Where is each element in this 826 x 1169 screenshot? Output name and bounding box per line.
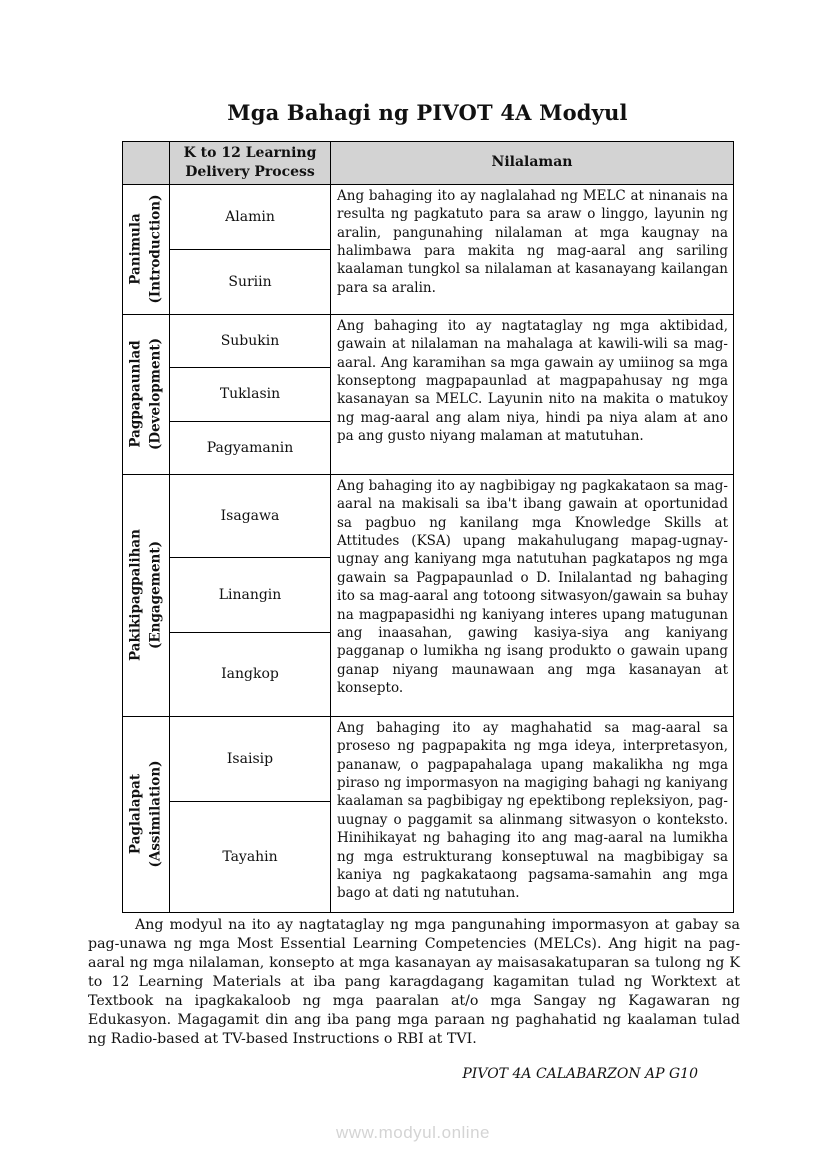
- stage-cell-pakikipagpalihan: [123, 474, 170, 716]
- closing-paragraph: Ang modyul na ito ay nagtataglay ng mga pangunahing impormasyon at gabay sa pag-unawa ng mga Most Essential Learning Competencies (MELCs). Ang higit na pag-aaral ng mga nilalaman, konsepto at mga kasanayan ay maisasakatuparan sa tulong ng K to 12 Learning Materials at iba pang karagdagang kagamitan tulad ng Worktext at Textbook na ipagkakaloob ng mga paaralan at/o mga Sangay ng Kagawaran ng Edukasyon. Magagamit din ang iba pang mga paraan ng paghahatid ng kaalaman tulad ng Radio-based at TV-based Instructions o RBI at TVI.: [88, 917, 740, 1047]
- stage-subtitle: (Engagement): [147, 541, 163, 650]
- section-pagpapaunlad: [123, 314, 734, 474]
- header-process: K to 12 Learning Delivery Process: [170, 142, 331, 185]
- stage-name: Pakikipagpalihan: [127, 529, 144, 662]
- table-row: [123, 184, 734, 249]
- content-paglalapat: Ang bahaging ito ay maghahatid sa mag-aaral sa proseso ng pagpapakita ng mga ideya, interpretasyon, pananaw, o pagpapahalaga upang makalikha ng mga piraso ng impormasyon na magiging bahagi ng kaniyang kaalaman sa pagbibigay ng epektibong repleksiyon, pag-uugnay o paggamit sa alinmang sitwasyon o konteksto. Hinihikayat ng bahaging ito ang mag-aaral na lumikha ng mga estrukturang konseptuwal na magbibigay sa kaniya ng pagkakataong pagsama-samahin ang mga bago at dati ng natutuhan.: [331, 716, 734, 912]
- stage-cell-paglalapat: [123, 716, 170, 912]
- stage-cell-pagpapaunlad: [123, 314, 170, 474]
- watermark-text: www.modyul.online: [335, 1123, 490, 1142]
- table-row: [123, 314, 734, 367]
- process-tayahin: Tayahin: [170, 801, 331, 912]
- table-row: [123, 474, 734, 557]
- stage-name: Panimula: [127, 213, 144, 286]
- section-pakikipagpalihan: [123, 474, 734, 716]
- stage-label: [126, 761, 165, 868]
- content-pagpapaunlad: Ang bahaging ito ay nagtataglay ng mga aktibidad, gawain at nilalaman na mahalaga at kawili-wili sa mag-aaral. Ang karamihan sa mga gawain ay umiinog sa mga konseptong magpapaunlad at magpapahusay ng mga kasanayan sa MELC. Layunin nito na makita o matukoy ng mag-aaral ang alam niya, hindi pa niya alam at ano pa ang gusto niyang malaman at matutuhan.: [331, 314, 734, 474]
- table-header: [123, 142, 734, 185]
- process-tuklasin: Tuklasin: [170, 367, 331, 421]
- process-linangin: Linangin: [170, 557, 331, 632]
- stage-subtitle: (Development): [147, 338, 163, 451]
- stage-cell-panimula: [123, 184, 170, 314]
- header-stage-empty: [123, 142, 170, 185]
- stage-label: [126, 338, 165, 450]
- stage-name: Paglalapat: [127, 774, 144, 855]
- process-isagawa: Isagawa: [170, 474, 331, 557]
- stage-label: [126, 195, 165, 304]
- table-row: [123, 716, 734, 801]
- content-panimula: Ang bahaging ito ay naglalahad ng MELC at ninanais na resulta ng pagkatuto para sa araw o linggo, layunin ng aralin, pangunahing nilalaman at mga kaugnay na halimbawa para makita ng mag-aaral ang sariling kaalaman tungkol sa nilalaman at kasanayang kailangan para sa aralin.: [331, 184, 734, 314]
- header-nilalaman: Nilalaman: [331, 142, 734, 185]
- process-subukin: Subukin: [170, 314, 331, 367]
- process-alamin: Alamin: [170, 184, 331, 249]
- process-iangkop: Iangkop: [170, 632, 331, 716]
- stage-subtitle: (Assimilation): [147, 760, 163, 868]
- stage-label: [126, 529, 165, 661]
- process-isaisip: Isaisip: [170, 716, 331, 801]
- process-suriin: Suriin: [170, 249, 331, 314]
- section-panimula: [123, 184, 734, 314]
- stage-name: Pagpapaunlad: [127, 340, 144, 448]
- document-footer-label: PIVOT 4A CALABARZON AP G10: [462, 1066, 698, 1082]
- stage-subtitle: (Introduction): [147, 194, 163, 304]
- pivot-parts-table: [122, 141, 734, 913]
- process-pagyamanin: Pagyamanin: [170, 421, 331, 474]
- page-title: Mga Bahagi ng PIVOT 4A Modyul: [227, 100, 628, 125]
- content-pakikipagpalihan: Ang bahaging ito ay nagbibigay ng pagkakataon sa mag-aaral na makisali sa iba't ibang gawain at oportunidad sa pagbuo ng kanilang mga Knowledge Skills at Attitudes (KSA) upang makahulugang mapag-ugnay-ugnay ang kaniyang mga natutuhan pagkatapos ng mga gawain sa Pagpapaunlad o D. Inilalantad ng bahaging ito sa mag-aaral ang totoong sitwasyon/gawain sa buhay na magpapasidhi ng kaniyang interes upang matugunan ang inaasahan, gawing kasiya-siya ang kaniyang pagganap o lumikha ng isang produkto o gawain upang ganap niyang maunawaan ang mga kasanayan at konsepto.: [331, 474, 734, 716]
- section-paglalapat: [123, 716, 734, 912]
